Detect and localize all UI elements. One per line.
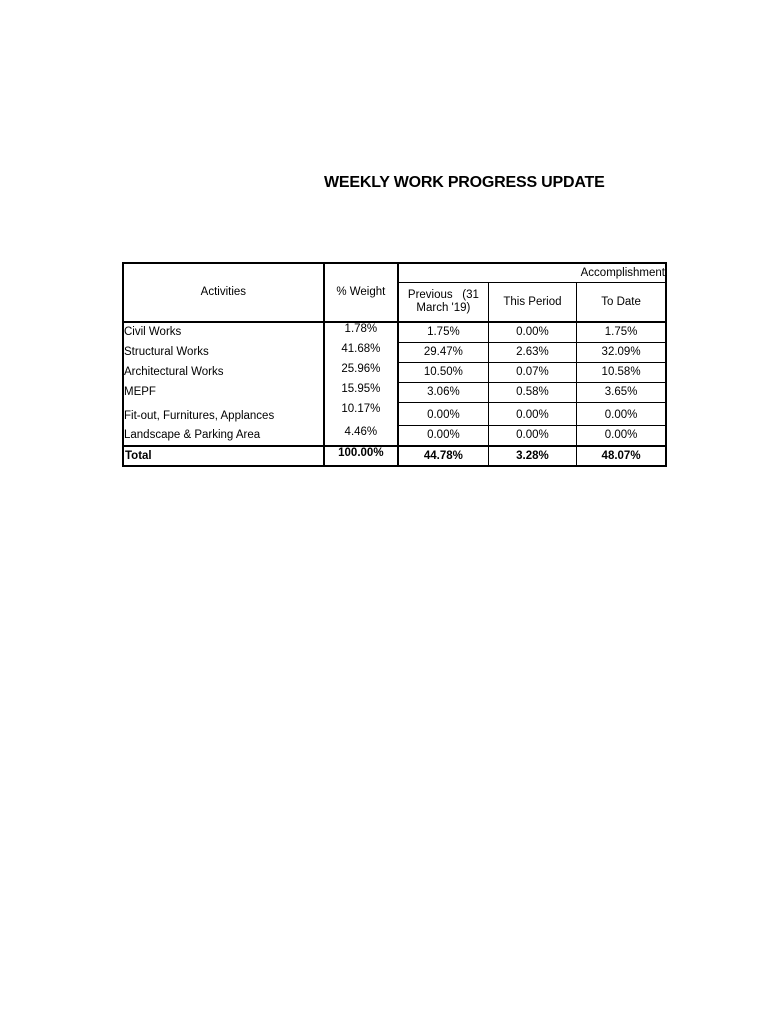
previous-cell: 29.47% (398, 343, 488, 363)
total-this-period: 3.28% (488, 446, 576, 466)
previous-cell: 1.75% (398, 322, 488, 343)
weight-cell: 15.95% (324, 383, 398, 403)
previous-cell: 0.00% (398, 426, 488, 447)
total-weight: 100.00% (324, 446, 398, 466)
to-date-cell: 32.09% (577, 343, 666, 363)
table-row (123, 383, 666, 403)
previous-cell: 10.50% (398, 363, 488, 383)
this-period-cell: 2.63% (488, 343, 576, 363)
table-row (123, 426, 666, 447)
header-previous-line1: Previous (31 (407, 289, 479, 301)
header-to-date: To Date (577, 283, 666, 323)
this-period-cell: 0.58% (488, 383, 576, 403)
weight-cell: 25.96% (324, 363, 398, 383)
total-label: Total (123, 446, 324, 466)
header-weight: % Weight (324, 263, 398, 322)
table-header (123, 263, 666, 322)
this-period-cell: 0.07% (488, 363, 576, 383)
table-row (123, 343, 666, 363)
activity-cell: MEPF (123, 383, 324, 403)
weight-cell: 10.17% (324, 403, 398, 426)
activity-cell: Fit-out, Furnitures, Applances (123, 403, 324, 426)
total-row (123, 446, 666, 466)
weight-cell: 1.78% (324, 322, 398, 343)
table-row (123, 403, 666, 426)
previous-cell: 0.00% (398, 403, 488, 426)
table-row (123, 322, 666, 343)
weight-cell: 4.46% (324, 426, 398, 447)
this-period-cell: 0.00% (488, 403, 576, 426)
activity-cell: Landscape & Parking Area (123, 426, 324, 447)
activity-cell: Architectural Works (123, 363, 324, 383)
total-previous: 44.78% (398, 446, 488, 466)
progress-table (122, 262, 667, 467)
to-date-cell: 3.65% (577, 383, 666, 403)
table-row (123, 363, 666, 383)
header-previous (398, 283, 488, 323)
weight-cell: 41.68% (324, 343, 398, 363)
activity-cell: Civil Works (123, 322, 324, 343)
to-date-cell: 0.00% (577, 426, 666, 447)
this-period-cell: 0.00% (488, 426, 576, 447)
to-date-cell: 10.58% (577, 363, 666, 383)
previous-cell: 3.06% (398, 383, 488, 403)
page-title: WEEKLY WORK PROGRESS UPDATE (324, 174, 605, 191)
to-date-cell: 1.75% (604, 326, 638, 338)
to-date-cell: 0.00% (577, 403, 666, 426)
total-to-date: 48.07% (577, 446, 666, 466)
header-activities: Activities (123, 263, 324, 322)
header-accomplishment: Accomplishment (398, 263, 666, 283)
header-this-period: This Period (488, 283, 576, 323)
header-previous-line2: March '19) (416, 302, 471, 314)
activity-cell: Structural Works (123, 343, 324, 363)
this-period-cell: 0.00% (488, 322, 576, 343)
